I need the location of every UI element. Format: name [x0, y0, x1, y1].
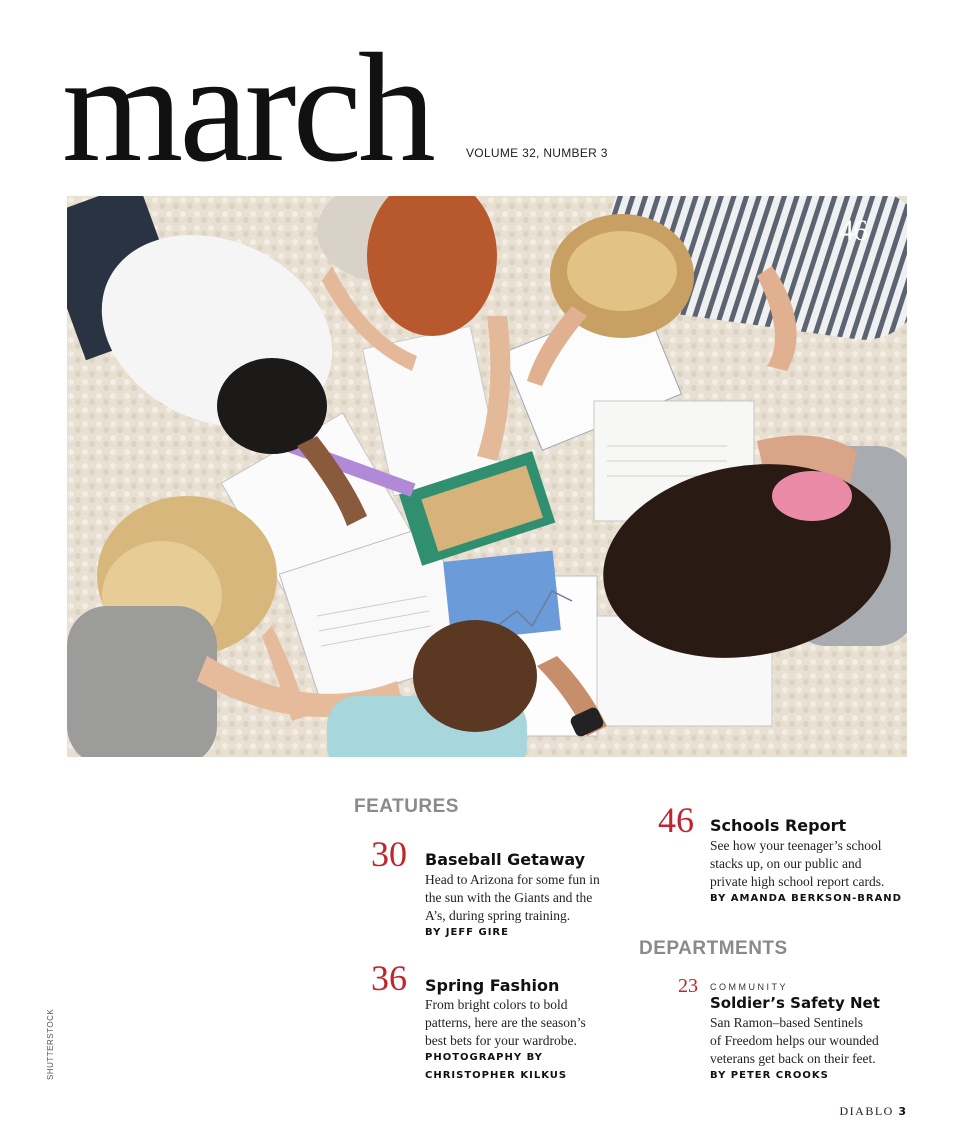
toc-byline: BY PETER CROOKS: [710, 1070, 829, 1081]
toc-description: See how your teenager’s school stacks up, on our public and private high school report cards.: [710, 838, 885, 889]
toc-page-number: 23: [678, 975, 698, 997]
volume-number: VOLUME 32, NUMBER 3: [466, 146, 608, 160]
toc-item-spring-fashion[interactable]: [371, 960, 631, 1090]
toc-description: San Ramon–based Sentinels of Freedom helps our wounded veterans get back on their feet.: [710, 1015, 879, 1066]
toc-title[interactable]: Schools Report: [710, 816, 847, 835]
masthead-title: march: [62, 21, 432, 194]
photo-credit: SHUTTERSTOCK: [46, 1008, 55, 1080]
toc-page-number: 36: [371, 958, 407, 998]
cover-photo: [67, 196, 907, 757]
page-folio: [840, 1104, 906, 1119]
toc-title[interactable]: Baseball Getaway: [425, 850, 586, 869]
magazine-name: DIABLO: [839, 1104, 894, 1118]
page-number: 3: [898, 1105, 906, 1118]
toc-item-soldiers-safety-net[interactable]: [678, 976, 918, 1086]
toc-title[interactable]: Soldier’s Safety Net: [710, 994, 880, 1012]
features-heading: FEATURES: [354, 796, 459, 817]
toc-title[interactable]: Spring Fashion: [425, 976, 560, 995]
toc-page-number: 46: [658, 800, 694, 840]
toc-byline: BY AMANDA BERKSON-BRAND: [710, 893, 902, 904]
toc-item-baseball-getaway[interactable]: [371, 836, 631, 946]
toc-byline: PHOTOGRAPHY BY CHRISTOPHER KILKUS: [425, 1052, 568, 1081]
toc-item-schools-report[interactable]: [658, 802, 918, 912]
toc-description: From bright colors to bold patterns, here are the season’s best bets for your wardrobe.: [425, 997, 586, 1048]
toc-page-number: 30: [371, 834, 407, 874]
toc-description: Head to Arizona for some fun in the sun with the Giants and the A’s, during spring training.: [425, 872, 600, 923]
toc-kicker: COMMUNITY: [710, 982, 788, 992]
toc-byline: BY JEFF GIRE: [425, 927, 509, 938]
departments-heading: DEPARTMENTS: [639, 938, 788, 959]
photo-page-reference: 46: [839, 214, 867, 247]
students-studying-illustration: [67, 196, 907, 757]
